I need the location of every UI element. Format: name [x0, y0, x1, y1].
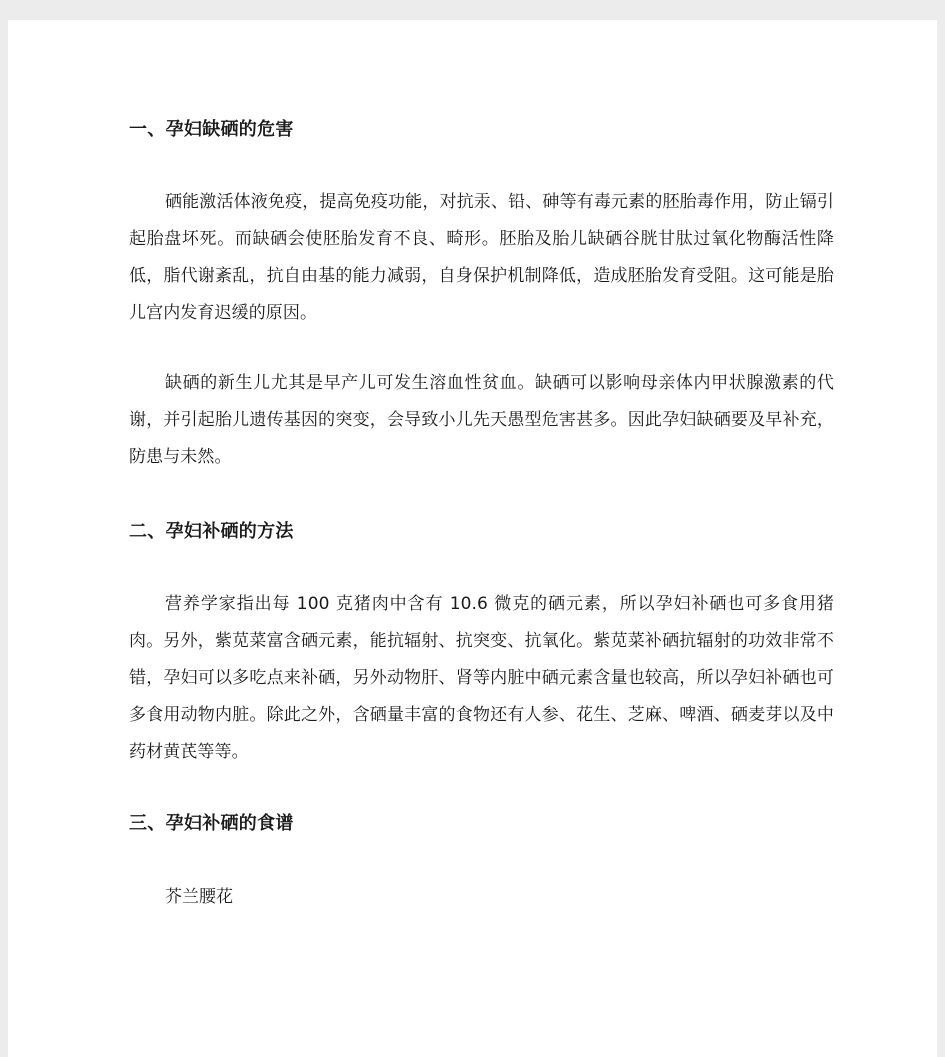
section-2-paragraph-1: 营养学家指出每 100 克猪肉中含有 10.6 微克的硒元素，所以孕妇补硒也可多食用猪肉。另外，紫苋菜富含硒元素，能抗辐射、抗突变、抗氧化。紫苋菜补硒抗辐射的功效非常不错，孕妇可以多吃点来补硒，另外动物肝、肾等内脏中硒元素含量也较高，所以孕妇补硒也可多食用动物内脏。除此之外，含硒量丰富的食物还有人参、花生、芝麻、啤酒、硒麦芽以及中药材黄芪等等。 [129, 594, 834, 762]
section-1-paragraph-1: 硒能激活体液免疫，提高免疫功能，对抗汞、铅、砷等有毒元素的胚胎毒作用，防止镉引起胎盘坏死。而缺硒会使胚胎发育不良、畸形。胚胎及胎儿缺硒谷胱甘肽过氧化物酶活性降低，脂代谢紊乱，抗自由基的能力减弱，自身保护机制降低，造成胚胎发育受阻。这可能是胎儿宫内发育迟缓的原因。 [129, 192, 834, 323]
recipe-title: 芥兰腰花 [165, 887, 233, 907]
document-page [8, 20, 937, 1057]
section-1-heading: 一、孕妇缺硒的危害 [129, 119, 294, 140]
section-1-paragraph-2: 缺硒的新生儿尤其是早产儿可发生溶血性贫血。缺硒可以影响母亲体内甲状腺激素的代谢，并引起胎儿遗传基因的突变，会导致小儿先天愚型危害甚多。因此孕妇缺硒要及早补充，防患与未然。 [129, 373, 834, 467]
section-2-heading: 二、孕妇补硒的方法 [129, 521, 294, 542]
section-3-heading: 三、孕妇补硒的食谱 [129, 813, 294, 834]
